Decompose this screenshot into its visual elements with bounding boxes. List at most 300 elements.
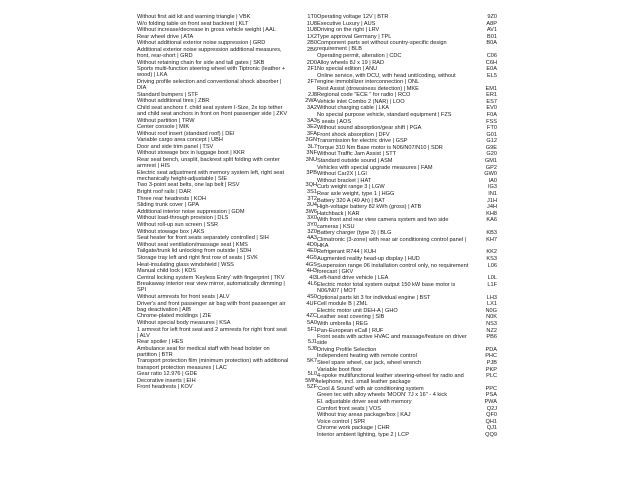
option-code: L0L (487, 275, 497, 282)
equipment-description: Gear ratio 12.976 | GDE (137, 371, 198, 378)
equipment-entry (137, 34, 317, 40)
equipment-description: Two 3-point seat belts, one lap belt | RSV (137, 182, 240, 189)
equipment-entry (137, 384, 317, 390)
equipment-description: Without retaining chain for side and tall gates | SKB (137, 59, 265, 66)
option-code: PHC (485, 353, 497, 360)
equipment-description: Without partition | TRW (137, 117, 195, 124)
equipment-entry (137, 339, 317, 345)
equipment-description: Bright roof rails | DAR (137, 189, 191, 196)
option-code: PB6 (486, 334, 497, 341)
equipment-entry (317, 105, 497, 111)
equipment-description: Operating voltage 12V | BTR (317, 14, 389, 20)
option-code: EM1 (485, 85, 497, 92)
equipment-description: Cell module B | ZML (317, 301, 368, 308)
equipment-description: Without stowage box in luggage boot | KKR (137, 150, 245, 157)
option-code: 4ZC (306, 313, 317, 320)
option-code: Q2J (486, 405, 497, 412)
equipment-description: Additional interior noise suppression | GDM (137, 208, 245, 215)
option-code: PSA (485, 392, 497, 399)
equipment-entry (137, 235, 317, 241)
option-code: G01 (486, 131, 497, 138)
equipment-description: Leather seat covering | SIB (317, 314, 385, 321)
equipment-entry (137, 118, 317, 124)
equipment-description: High-voltage battery 82 kWh (gross) | ATB (317, 204, 422, 211)
equipment-description: Without roof insert (standard roof) | DEI (137, 130, 235, 137)
equipment-entry (317, 412, 497, 418)
equipment-description: Without Traffic Jam Assist | STT (317, 151, 397, 158)
equipment-entry (137, 47, 317, 59)
equipment-description: 1 armrest for left front seat and 2 armrests for right front seat | ALV (137, 326, 287, 339)
option-code: C6H (485, 59, 497, 66)
option-code: 2B0 (307, 40, 317, 47)
option-code: ES7 (486, 98, 497, 105)
equipment-entry (317, 295, 497, 301)
option-code: 3L7 (307, 143, 317, 150)
equipment-entry (137, 346, 317, 358)
option-code: L06 (487, 262, 497, 269)
equipment-description: Refrigerant R744 | KUH (317, 249, 376, 256)
equipment-entry (137, 27, 317, 33)
equipment-description: Voice control | SPR (317, 418, 366, 425)
equipment-description: Breakaway interior rear view mirror, automatically dimming | SPI (137, 281, 285, 294)
equipment-description: Variable boot floor (317, 366, 362, 373)
option-code: 4L6 (307, 281, 317, 288)
equipment-entry (317, 399, 497, 405)
option-code: B0A (486, 40, 497, 47)
equipment-description: Storage tray left and right first row of seats | SVK (137, 254, 258, 261)
option-code: 2B6 (307, 46, 317, 53)
option-code: KA6 (486, 217, 497, 224)
option-code: 1U8 (306, 20, 317, 27)
option-code: 5L0 (307, 371, 317, 378)
option-code: 4H3 (306, 268, 317, 275)
equipment-description: Chrome-plated moldings | ZIE (137, 313, 212, 320)
equipment-entry (317, 34, 497, 40)
option-code: 3T2 (307, 195, 317, 202)
equipment-description: Transport protection film (minimum protection) with additional transport protection measures | LAC (137, 358, 289, 371)
equipment-entry (317, 360, 497, 366)
option-code: 3S1 (307, 189, 317, 196)
equipment-entry (137, 202, 317, 208)
equipment-description: Comfort front seats | VOS (317, 405, 381, 412)
equipment-entry (317, 112, 497, 118)
equipment-entry (137, 294, 317, 300)
option-code: PWA (484, 399, 497, 406)
equipment-description: Electric motor unit DEH-A | GHO (317, 307, 398, 314)
equipment-description: Three rear headrests | KOH (137, 195, 206, 202)
equipment-entry (317, 184, 497, 190)
equipment-entry (137, 327, 317, 339)
equipment-description: Without stowage box | AKS (137, 228, 205, 235)
equipment-description: Climatronic (3-zone) with rear air conditioning control panel | HKA (317, 236, 467, 249)
equipment-entry (137, 222, 317, 228)
option-code: IG3 (487, 184, 497, 191)
option-code: G20 (486, 151, 497, 158)
equipment-entry (317, 347, 497, 353)
equipment-description: Left-hand drive vehicle | LEA (317, 275, 389, 282)
option-code: B01 (487, 33, 497, 40)
equipment-description: Rest Assist (drowsiness detection) | MKE (317, 85, 419, 92)
equipment-entry (137, 301, 317, 313)
equipment-description: Driver's and front passenger air bag with front passenger air bag deactivation | AIB (137, 300, 286, 313)
equipment-description: Without armrests for front seats | ALV (137, 294, 230, 301)
equipment-entry (317, 256, 497, 262)
equipment-entry (317, 406, 497, 412)
option-code: AV1 (486, 27, 497, 34)
option-code: E0A (486, 66, 497, 73)
equipment-description: Steel spare wheel, car jack, wheel wrench (317, 359, 422, 366)
equipment-description: Independent heating with remote control (317, 353, 417, 360)
option-code: KH8 (486, 210, 497, 217)
option-code: 4A3 (307, 235, 317, 242)
equipment-description: Optional parts kit 3 for individual engine | BST (317, 294, 431, 301)
equipment-entry (137, 21, 317, 27)
equipment-entry (317, 386, 497, 392)
equipment-entry (317, 282, 497, 294)
option-code: 3Y0 (307, 222, 317, 228)
equipment-entry (317, 145, 497, 151)
equipment-description: Rear spoiler | HES (137, 339, 184, 346)
equipment-description: Ambulance seat for medical staff with head bolster on partition | BTR (137, 345, 270, 358)
equipment-entry (137, 150, 317, 156)
equipment-entry (317, 198, 497, 204)
option-code: ER1 (486, 92, 497, 99)
equipment-entry (137, 268, 317, 274)
option-code: 3X0 (307, 215, 317, 222)
equipment-entry (137, 79, 317, 91)
option-code: QJ1 (486, 425, 497, 432)
equipment-description: El. adjustable driver seat with memory (317, 399, 412, 406)
equipment-entry (317, 165, 497, 171)
option-code: 2F7 (307, 78, 317, 85)
equipment-description: Manual child lock | KDS (137, 268, 196, 275)
equipment-entry (137, 229, 317, 235)
equipment-entry (137, 92, 317, 98)
option-code: PLC (486, 373, 497, 380)
equipment-description: Rear axle weight, type 1 | HGG (317, 191, 395, 198)
equipment-entry (317, 191, 497, 197)
equipment-description: Type approval Germany | TPL (317, 33, 392, 40)
option-code: 3U4 (306, 202, 317, 209)
equipment-description: Variable cargo area concept | UBH (137, 137, 223, 144)
equipment-description: With umbrella | REG (317, 320, 368, 327)
option-code: 4UF (306, 300, 317, 307)
equipment-description: Standard outside sound | ASM (317, 158, 393, 165)
equipment-entry (137, 137, 317, 143)
equipment-description: Without special body measures | KSA (137, 319, 231, 326)
option-code: PJB (486, 359, 497, 366)
equipment-description: With front and rear view camera system and two side cameras | KSU (317, 217, 449, 230)
option-code: L1F (487, 281, 497, 288)
equipment-description: Interior ambient lighting, type 2 | LCP (317, 432, 409, 438)
equipment-entry (317, 53, 497, 59)
equipment-description: Without bracket | HAT (317, 177, 372, 184)
option-code: 3GN (305, 137, 317, 144)
option-code: 4G5 (306, 254, 317, 261)
equipment-description: Decorative inserts | EIH (137, 377, 196, 384)
option-code: QF0 (486, 412, 497, 419)
equipment-entry (317, 211, 497, 217)
equipment-entry (317, 138, 497, 144)
equipment-description: Without Car2X | LGI (317, 171, 367, 178)
equipment-description: Battery 320 A (49 Ah) | BAT (317, 197, 385, 204)
option-code: 3QH (305, 182, 317, 189)
option-code: 5MN (305, 377, 317, 384)
option-code: KB3 (486, 230, 497, 237)
equipment-description: Online service, with DCU, with head unit/coding, without engine immobilizer interconnection | ONL (317, 72, 456, 85)
option-code: 9Z0 (487, 14, 497, 20)
equipment-entry (317, 321, 497, 327)
equipment-description: Electric motor total system output 150 kW base motor is N06/N07 | MOT (317, 281, 456, 294)
equipment-description: Without increase/decrease in gross vehicle weight | AAL (137, 27, 276, 34)
equipment-entry (317, 432, 497, 438)
equipment-description: Curb weight range 3 | LGW (317, 184, 385, 191)
equipment-entry (317, 178, 497, 184)
equipment-description: Green tec with alloy wheels 'MOON' 7J x 16" - 4 kick (317, 392, 448, 399)
option-code: J1H (487, 197, 497, 204)
option-code: QH1 (485, 418, 497, 425)
option-code: 2J8 (307, 91, 317, 98)
equipment-description: 'Cool & Sound' with air conditioning system (317, 385, 424, 392)
equipment-description: Without additional exterior noise suppression | GRD (137, 40, 266, 47)
equipment-entry (317, 99, 497, 105)
equipment-description: Vehicle inlet Combo 2 (NAR) | LOO (317, 98, 405, 105)
equipment-entry (317, 237, 497, 249)
equipment-entry (137, 320, 317, 326)
equipment-description: Suspension range 06 installation control only, no requirement forecast | GKV (317, 262, 469, 275)
equipment-entry (317, 132, 497, 138)
equipment-description: Center console | MIK (137, 124, 190, 131)
equipment-description: Without first aid kit and warning triangle | VBK (137, 14, 251, 20)
equipment-description: Door and side trim panel | TSV (137, 143, 214, 150)
equipment-entry (317, 27, 497, 33)
equipment-entry (137, 255, 317, 261)
option-code: PDA (485, 346, 497, 353)
equipment-entry (317, 86, 497, 92)
option-code: LH3 (486, 294, 497, 301)
equipment-entry (317, 151, 497, 157)
equipment-entry (317, 171, 497, 177)
equipment-entry (137, 157, 317, 169)
option-code: NS3 (486, 320, 497, 327)
equipment-description: Standard bumpers | STF (137, 91, 199, 98)
option-code: 3NF (306, 150, 317, 157)
equipment-entry (137, 189, 317, 195)
equipment-description: Battery charger (type 3) | BLG (317, 230, 392, 237)
equipment-description: Without charging cable | LKA (317, 105, 390, 112)
option-code: FSS (486, 118, 497, 125)
option-code: GP2 (485, 164, 497, 171)
equipment-entry (137, 124, 317, 130)
equipment-entry (137, 215, 317, 221)
equipment-description: Seat heater for front seats separately controlled | SIH (137, 235, 269, 242)
option-code: EL5 (487, 72, 497, 79)
equipment-description: 4-spoke multifunctional leather steering-wheel for radio and telephone, incl. small leather package (317, 373, 464, 386)
equipment-description: Component parts set without country-specific design requirement | BLB (317, 40, 447, 53)
option-code: 5F1 (307, 326, 317, 333)
option-code: FT0 (487, 125, 497, 132)
option-code: 2F1 (307, 66, 317, 73)
equipment-entry (317, 158, 497, 164)
equipment-description: Heat-insulating glass windshield | WSS (137, 261, 234, 268)
equipment-entry (317, 21, 497, 27)
equipment-entry (137, 40, 317, 46)
equipment-entry (137, 358, 317, 370)
option-code: 2WA (305, 98, 317, 105)
option-code: F0A (486, 111, 497, 118)
equipment-entry (317, 73, 497, 85)
equipment-entry (317, 263, 497, 275)
option-code: J4H (487, 204, 497, 211)
option-code: 3PB (306, 169, 317, 176)
option-code: 5J1 (307, 339, 317, 346)
equipment-description: Additional exterior noise suppression additional measures, front, rear-short | GRD (137, 46, 282, 60)
equipment-entry (137, 275, 317, 281)
equipment-description: 5 seats | AOS (317, 118, 352, 125)
option-code: 2D0 (306, 59, 317, 66)
option-code: G12 (486, 138, 497, 145)
equipment-entry (317, 314, 497, 320)
equipment-entry (137, 378, 317, 384)
equipment-entry (137, 105, 317, 117)
option-code: C06 (486, 53, 497, 60)
option-code: EV0 (486, 105, 497, 112)
equipment-entry (317, 40, 497, 52)
equipment-description: Executive Luxury | AUS (317, 20, 376, 27)
equipment-entry (137, 313, 317, 319)
equipment-description: Torque 310 Nm Base motor is N06/N07/N10 | SDR (317, 144, 443, 151)
equipment-description: Transmission for electric drive | GSP (317, 138, 408, 145)
equipment-description: Without seat ventilation/massage seat | KMS (137, 241, 248, 248)
equipment-description: Pan-European eCall | RUF (317, 327, 384, 334)
option-code: 5ZF (307, 384, 317, 391)
equipment-entry (317, 119, 497, 125)
equipment-description: Tailgate/trunk lid unlocking from outside | SDH (137, 248, 252, 255)
equipment-entry (317, 230, 497, 236)
equipment-description: Driving on the right | LRV (317, 27, 380, 34)
equipment-description: Driving Profile Selection (317, 346, 377, 353)
option-code: 5K7 (307, 358, 317, 365)
equipment-description: Driving profile selection and conventional shock absorber | DIA (137, 78, 282, 92)
equipment-description: Regional code "ECE " for radio | RCO (317, 92, 411, 99)
equipment-description: Front headrests | KOV (137, 384, 193, 391)
option-code: 3NU (305, 157, 317, 164)
option-code: 3A2 (307, 104, 317, 111)
equipment-description: Child seat anchors f. child seat system I-Size, 2x top tether and child seat anchors in front on front passenger side | ZKV (137, 104, 288, 117)
equipment-entry (317, 204, 497, 210)
option-code: 4I3 (309, 274, 317, 281)
equipment-entry (317, 425, 497, 431)
equipment-description: Front seats with active HVAC and massage/feature on driver side (317, 334, 467, 347)
equipment-entry (317, 308, 497, 314)
option-code: 5A0 (307, 319, 317, 326)
option-code: 3E2 (307, 124, 317, 131)
equipment-description: Without additional tires | ZBR (137, 98, 210, 105)
equipment-entry (137, 60, 317, 66)
equipment-description: Operating permit, alteration | CDC (317, 53, 402, 60)
option-code: 3A3 (307, 117, 317, 124)
equipment-description: Sports multi-function steering wheel with Tiptronic (leather + wood) | LKA (137, 66, 286, 79)
equipment-description: W/o folding table on front seat backrest | KLT (137, 20, 249, 27)
equipment-entry (317, 125, 497, 131)
equipment-entry (317, 217, 497, 229)
option-code: 3Z0 (307, 228, 317, 235)
equipment-entry (137, 196, 317, 202)
option-code: 1T0 (307, 14, 317, 20)
option-code: IN1 (488, 191, 497, 198)
equipment-entry (317, 373, 497, 385)
equipment-entry (137, 248, 317, 254)
equipment-description: No special edition | ANU (317, 66, 378, 73)
option-code: 3W6 (305, 208, 317, 215)
option-code: 1U8 (306, 27, 317, 34)
equipment-description: Without roll-up sun screen | SSR (137, 222, 219, 228)
equipment-entry (317, 66, 497, 72)
equipment-entry (317, 419, 497, 425)
equipment-entry (137, 242, 317, 248)
equipment-description: Without sound absorption/gear shift | PGA (317, 125, 422, 132)
equipment-description: Front shock absorption | DFV (317, 131, 390, 138)
equipment-entry (137, 144, 317, 150)
equipment-description: Rear wheel drive | ATA (137, 33, 194, 40)
option-code: KS3 (486, 255, 497, 262)
option-code: 1X2 (307, 33, 317, 40)
equipment-entry (317, 301, 497, 307)
equipment-entry (137, 262, 317, 268)
equipment-entry (137, 281, 317, 293)
option-code: IA0 (488, 177, 497, 184)
equipment-column-left (137, 14, 317, 391)
option-code: A8P (486, 20, 497, 27)
option-code: NZ2 (486, 327, 497, 334)
option-code: PPC (485, 385, 497, 392)
equipment-entry (317, 275, 497, 281)
equipment-description: Vehicles with special upgrade measures | FAM (317, 164, 433, 171)
option-code: 4E0 (307, 248, 317, 255)
option-code: QQ9 (485, 432, 497, 438)
option-code: N0G (485, 307, 497, 314)
option-code: 4S0 (307, 294, 317, 301)
option-code: 4GS (305, 261, 317, 268)
equipment-entry (317, 328, 497, 334)
equipment-description: No special purpose vehicle, standard equipment | FZS (317, 111, 452, 118)
equipment-entry (317, 334, 497, 346)
equipment-entry (137, 209, 317, 215)
equipment-description: Hatchback | KAR (317, 210, 360, 217)
equipment-entry (317, 14, 497, 20)
option-code: GM1 (484, 158, 497, 165)
equipment-entry (137, 131, 317, 137)
equipment-entry (137, 182, 317, 188)
equipment-entry (317, 60, 497, 66)
equipment-entry (317, 249, 497, 255)
equipment-description: Rear seat bench, unsplit, backrest split folding with center armrest | HIS (137, 157, 280, 170)
option-code: KK2 (486, 249, 497, 256)
option-code: PKP (485, 366, 497, 373)
option-code: LX1 (487, 301, 497, 308)
equipment-entry (317, 367, 497, 373)
equipment-entry (317, 92, 497, 98)
equipment-entry (137, 371, 317, 377)
equipment-description: Electric seat adjustment with memory system left, right seat mechanically height-adjustable | SIE (137, 169, 285, 182)
option-code: N0K (486, 314, 497, 321)
equipment-description: Without tray areas package/box | KAJ (317, 412, 411, 419)
option-code: G9E (485, 144, 497, 151)
option-code: 5J8 (307, 345, 317, 352)
equipment-entry (137, 98, 317, 104)
equipment-entry (137, 66, 317, 78)
equipment-column-right (317, 14, 497, 439)
